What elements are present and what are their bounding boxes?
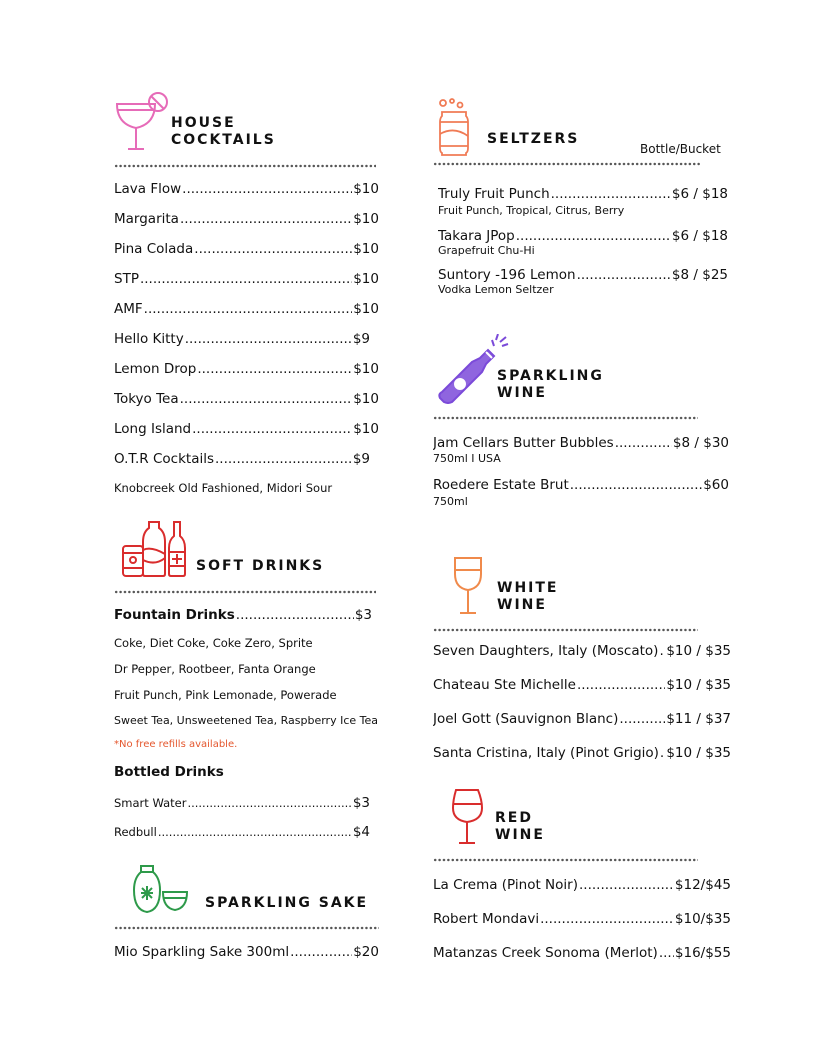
fountain-list-line: Sweet Tea, Unsweetened Tea, Raspberry Ice Tea bbox=[114, 714, 378, 727]
menu-item-pina-colada: Pina Colada ..... $10 bbox=[114, 241, 379, 257]
sake-set-icon bbox=[132, 864, 204, 914]
red-wine-title: RED WINE bbox=[495, 810, 545, 843]
seltzer-can-icon bbox=[438, 98, 474, 158]
soft-drinks-title: SOFT DRINKS bbox=[196, 558, 325, 574]
menu-item-lemon-drop: Lemon Drop ..... $10 bbox=[114, 361, 379, 377]
red-wine-section bbox=[433, 788, 738, 850]
sparkling-wine-title: SPARKLING WINE bbox=[497, 368, 604, 401]
soft-drinks-section bbox=[114, 520, 384, 580]
sparkling-sake-section bbox=[114, 864, 384, 916]
menu-item-roedere-estate-brut: Roedere Estate Brut ..... $60 bbox=[433, 477, 729, 493]
divider bbox=[433, 858, 698, 862]
menu-item-smart-water: Smart Water ..... $3 bbox=[114, 795, 370, 811]
menu-item-santa-cristina: Santa Cristina, Italy (Pinot Grigio) ..... $10 / $35 bbox=[433, 745, 731, 761]
white-wine-section bbox=[433, 556, 738, 618]
menu-item-la-crema: La Crema (Pinot Noir) ..... $12/$45 bbox=[433, 877, 731, 893]
bottled-drinks-heading: Bottled Drinks bbox=[114, 764, 224, 780]
fountain-list-line: Fruit Punch, Pink Lemonade, Powerade bbox=[114, 688, 337, 702]
menu-item-joel-gott: Joel Gott (Sauvignon Blanc) ..... $11 / $37 bbox=[433, 711, 731, 727]
menu-item-truly-fruit-punch: Truly Fruit Punch ..... $6 / $18 bbox=[438, 186, 728, 202]
bottle-bucket-label: Bottle/Bucket bbox=[640, 142, 721, 156]
item-subtitle: 750ml bbox=[433, 495, 468, 508]
menu-item-takara-jpop: Takara JPop ..... $6 / $18 bbox=[438, 228, 728, 244]
menu-item-stp: STP ..... $10 bbox=[114, 271, 379, 287]
cocktails-note: Knobcreek Old Fashioned, Midori Sour bbox=[114, 481, 333, 495]
sparkling-wine-section bbox=[433, 334, 738, 408]
white-wine-glass-icon bbox=[451, 556, 487, 616]
divider bbox=[114, 590, 376, 594]
refill-note: *No free refills available. bbox=[114, 739, 238, 750]
menu-item-margarita: Margarita ..... $10 bbox=[114, 211, 379, 227]
menu-item-redbull: Redbull ..... $4 bbox=[114, 824, 370, 840]
sparkling-sake-title: SPARKLING SAKE bbox=[205, 895, 369, 911]
menu-item-otr-cocktails: O.T.R Cocktails ..... $9 bbox=[114, 451, 370, 467]
menu-item-matanzas-creek: Matanzas Creek Sonoma (Merlot) ..... $16/$55 bbox=[433, 945, 731, 961]
divider bbox=[433, 416, 698, 420]
menu-item-jam-cellars-butter-bubbles: Jam Cellars Butter Bubbles ..... $8 / $30 bbox=[433, 435, 729, 451]
item-subtitle: Grapefruit Chu-Hi bbox=[438, 244, 535, 257]
menu-item-robert-mondavi: Robert Mondavi ..... $10/$35 bbox=[433, 911, 731, 927]
menu-item-amf: AMF ..... $10 bbox=[114, 301, 379, 317]
menu-item-long-island: Long Island ..... $10 bbox=[114, 421, 379, 437]
red-wine-glass-icon bbox=[451, 788, 485, 846]
divider bbox=[433, 628, 698, 632]
house-cocktails-section bbox=[114, 92, 384, 172]
soda-bottles-icon bbox=[121, 520, 195, 578]
divider bbox=[114, 164, 376, 168]
divider bbox=[114, 926, 379, 930]
fountain-list-line: Coke, Diet Coke, Coke Zero, Sprite bbox=[114, 636, 313, 650]
cocktail-glass-icon bbox=[114, 92, 170, 154]
menu-item-tokyo-tea: Tokyo Tea ..... $10 bbox=[114, 391, 379, 407]
menu-item-lava-flow: Lava Flow ..... $10 bbox=[114, 181, 379, 197]
fountain-list-line: Dr Pepper, Rootbeer, Fanta Orange bbox=[114, 662, 316, 676]
menu-item-suntory-196-lemon: Suntory -196 Lemon ..... $8 / $25 bbox=[438, 267, 728, 283]
item-subtitle: Fruit Punch, Tropical, Citrus, Berry bbox=[438, 204, 625, 217]
seltzers-title: SELTZERS bbox=[487, 131, 580, 147]
house-cocktails-title: HOUSE COCKTAILS bbox=[171, 115, 276, 148]
menu-item-chateau-ste-michelle: Chateau Ste Michelle ..... $10 / $35 bbox=[433, 677, 731, 693]
menu-item-hello-kitty: Hello Kitty ..... $9 bbox=[114, 331, 370, 347]
seltzers-section bbox=[433, 98, 738, 160]
menu-item-seven-daughters: Seven Daughters, Italy (Moscato) ..... $10 / $35 bbox=[433, 643, 731, 659]
white-wine-title: WHITE WINE bbox=[497, 580, 559, 613]
item-subtitle: Vodka Lemon Seltzer bbox=[438, 283, 554, 296]
menu-item-mio-sparkling-sake: Mio Sparkling Sake 300ml ..... $20 bbox=[114, 944, 379, 960]
item-subtitle: 750ml I USA bbox=[433, 452, 501, 465]
divider bbox=[433, 162, 701, 166]
menu-item-fountain-drinks: Fountain Drinks ..... $3 bbox=[114, 607, 372, 623]
